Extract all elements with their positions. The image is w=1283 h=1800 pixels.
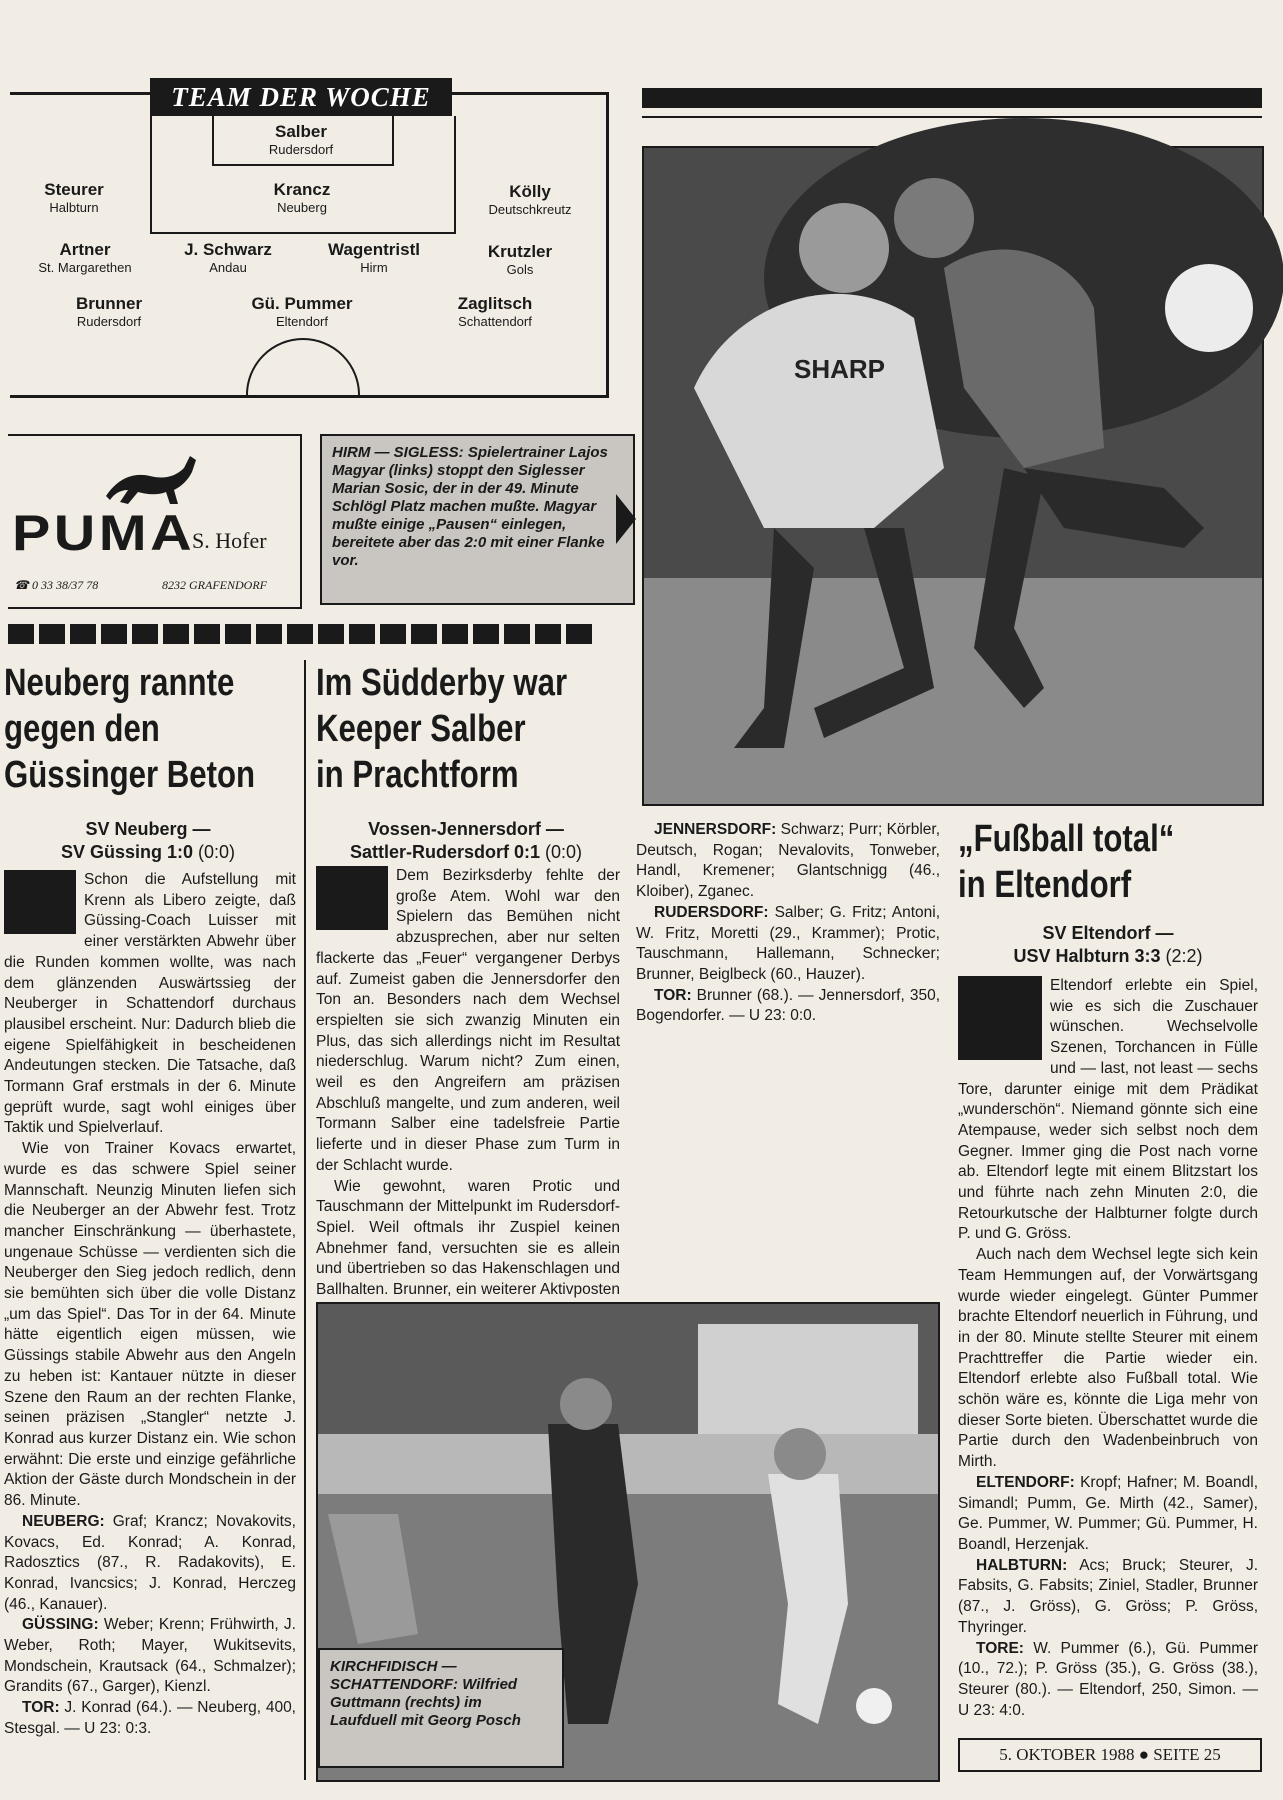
team-of-week-title: TEAM DER WOCHE [150,78,452,116]
column-rule [304,660,306,1780]
puma-cat-icon [104,452,204,508]
player: J. Schwarz Andau [184,240,272,275]
thumbs-down-icon [4,870,76,934]
photo-caption-kirchfidisch: KIRCHFIDISCH — SCHATTENDORF: Wilfried Guttmann (rechts) im Laufduell mit Georg Posch [318,1648,564,1768]
player: Zaglitsch Schattendorf [457,294,533,329]
article-suedderby-body-b: JENNERSDORF: Schwarz; Purr; Körbler, Deutsch, Rogan; Nevalovits, Tonweber, Handl, Kremener; Glantschnigg (46., Kloiber), Zganec. RUDERSDORF: Salber; G. Fritz; Antoni, W. Fritz, Moretti (29., Krammer); Protic, Tauschmann, Hallemann, Schnecker; Brunner, Beiglbeck (60., Hauzer). TOR: Brunner (68.). — Jennersdorf, 350, Bogendorfer. — U 23: 0:0. [636,821,941,1025]
article-suedderby-body-a: Dem Bezirksderby fehlte der große Atem. Wohl war den Spielern das Bemühen nicht abzusprechen, aber nur selten flackerte das „Feuer“ vergangener Derbys auf. Zumeist gaben die Jennersdorfer den Ton an. Besonders nach dem Wechsel erspielten sie sich zwanzig Minuten ein Plus, das sich allerdings nicht im Resultat niederschlug. Warum nicht? Zum einen, weil es den Angreifern am präzisen Abschluß mangelte, und zum anderen, weil Tormann Salber eine tadelsfreie Partie lieferte und in dieser Phase zum Turm in der Schlacht wurde. Wie gewohnt, waren Protic und Tauschmann der Mittelpunkt im Rudersdorf-Spiel. Weil oftmals ihr Zuspiel keinen Abnehmer fand, versuchten sie es allein und übertrieben so das Hakenschlagen und Ballhalten. Brunner, ein weiterer Aktivposten [316,867,620,1299]
player: Krutzler Gols [487,242,553,277]
player: Brunner Rudersdorf [75,294,143,329]
match-photo-hirm [642,146,1264,806]
player: Krancz Neuberg [273,180,331,215]
section-divider-squares [8,624,620,644]
article-eltendorf-body: Eltendorf erlebte ein Spiel, wie es sich die Zuschauer wünschen. Wechselvolle Szenen, Torchancen in Fülle und — last, not least — sechs Tore, darunter einige mit dem Prädikat „wunderschön“. Niemand gönnte sich eine Atempause, weder sich selbst noch dem Gegner. Immer ging die Post nach vorne ab. Eltendorf legte mit einem Blitzstart los und führte nach zehn Minuten 2:0, die Retourkutsche der Halbturner folgte durch P. und G. Gröss. Auch nach dem Wechsel legte sich kein Team Hemmungen auf, der Vorwärtsgang wurde wieder eingelegt. Günter Pummer brachte Eltendorf neuerlich in Führung, und in der 80. Minute stellte Steurer mit einem Prachttreffer die Partie wieder ein. Eltendorf erlebte also Fußball total. Wie schön wäre es, könnte die Liga mehr von dieser Sorte bieten. Überschattet wurde die Partie durch den Wadenbeinbruch von Mirth. ELTENDORF: Kropf; Hafner; M. Boandl, Simandl; Pumm, Ge. Mirth (42., Samer), Ge. Pummer, W. Pummer; Gü. Pummer, H. Boandl, Herzenjak. HALBTURN: Acs; Bruck; Steurer, J. Fabsits, G. Fabsits; Ziniel, Stadler, Brunner (87., J. Gröss), G. Gröss; P. Gröss, Thyringer. TORE: W. Pummer (6.), Gü. Pummer (10., 72.); P. Gröss (35.), G. Gröss (38.), Steurer (80.). — Eltendorf, 250, Simon. — U 23: 4:0. [958,977,1259,1719]
article-neuberg-match: SV Neuberg — SV Güssing 1:0 (0:0) [60,819,236,862]
puma-logo-text: PUMA [12,505,196,561]
article-neuberg-headline: Neuberg rannte gegen den Güssinger Beton [4,662,256,796]
shop-phone: ☎ 0 33 38/37 78 [14,578,99,592]
svg-text:SHARP: SHARP [794,354,886,384]
header-rule [642,88,1262,108]
football-icon [1165,264,1253,352]
player: Artner St. Margarethen [38,240,132,275]
caption-arrow-icon [616,494,636,544]
article-eltendorf-match: SV Eltendorf — USV Halbturn 3:3 (2:2) [1013,923,1203,966]
player: Wagentristl Hirm [328,240,420,275]
player: Gü. Pummer Eltendorf [251,294,353,329]
article-suedderby-headline: Im Südderby war Keeper Salber in Prachtform [316,662,568,796]
player: Kölly Deutschkreutz [488,182,572,217]
player: Steurer Halbturn [44,180,104,215]
article-neuberg-body: Schon die Aufstellung mit Krenn als Libero zeigte, daß Güssing-Coach Luisser mit einer verstärkten Abwehr über die Runden kommen wollte, was nach dem glänzenden Auswärtssieg der Neuberger in Schattendorf durchaus plausibel erscheint. Nur: Dadurch blieb die eigene Spielfähigkeit in bescheidenen Andeutungen stecken. Die Tatsache, daß Tormann Graf erstmals in der 6. Minute geprüft wurde, sagt wohl einiges über Taktik und Spielverlauf. Wie von Trainer Kovacs erwartet, wurde es das schwere Spiel seiner Mannschaft. Neunzig Minuten liefen sich die Neuberger an der Abwehr fest. Trotz mancher Einschränkung — überhastete, ungenaue Schüsse — verdienten sich die Neuberger den Sieg jedoch redlich, denn sie bemühten sich über die volle Distanz „um das Spiel“. Das Tor in der 64. Minute hätte eigentlich eigen müssen, wie Güssings stabile Abwehr aus den Angeln zu heben ist: Kantauer nützte in dieser Szene den Raum an der rechten Flanke, seinen präzisen „Stangler“ netzte J. Konrad aus kurzer Distanz ein. Wie schon erwähnt: Die erste und einzige gefährliche Aktion der Gäste durch Mondschein in der 86. Minute. NEUBERG: Graf; Krancz; Novakovits, Kovacs, Ed. Konrad; A. Konrad, Radosztics (87., R. Radakovits), E. Konrad, Ivancsics; J. Konrad, Herczeg (46., Kanauer). GÜSSING: Weber; Krenn; Frühwirth, J. Weber, Roth; Mayer, Wukitsevits, Mondschein, Krautsack (64., Schmalzer); Grandits (67., Garger), Kienzl. TOR: J. Konrad (64.). — Neuberg, 400, Stesgal. — U 23: 0:3. [4,871,296,1737]
player-gk: Salber Rudersdorf [268,122,334,157]
header-rule-thin [642,116,1262,118]
shop-name: S. Hofer [192,528,267,553]
shop-address: 8232 GRAFENDORF [162,578,267,592]
article-suedderby-match: Vossen-Jennersdorf — Sattler-Rudersdorf 0:1 (0:0) [349,819,583,862]
thumbs-up-icon [958,976,1042,1060]
football-icon [856,1688,892,1724]
article-eltendorf-headline: „Fußball total“ in Eltendorf [958,818,1175,906]
photo-caption-hirm: HIRM — SIGLESS: Spielertrainer Lajos Magyar (links) stoppt den Siglesser Marian Sosic, der in der 49. Minute Schlögl Platz machen mußte. Magyar mußte einige „Pausen“ einlegen, bereitete aber das 2:0 mit einer Flanke vor. [320,434,635,605]
page-footer: 5. OKTOBER 1988 ● SEITE 25 [958,1738,1262,1772]
thumbs-down-icon [316,866,388,930]
